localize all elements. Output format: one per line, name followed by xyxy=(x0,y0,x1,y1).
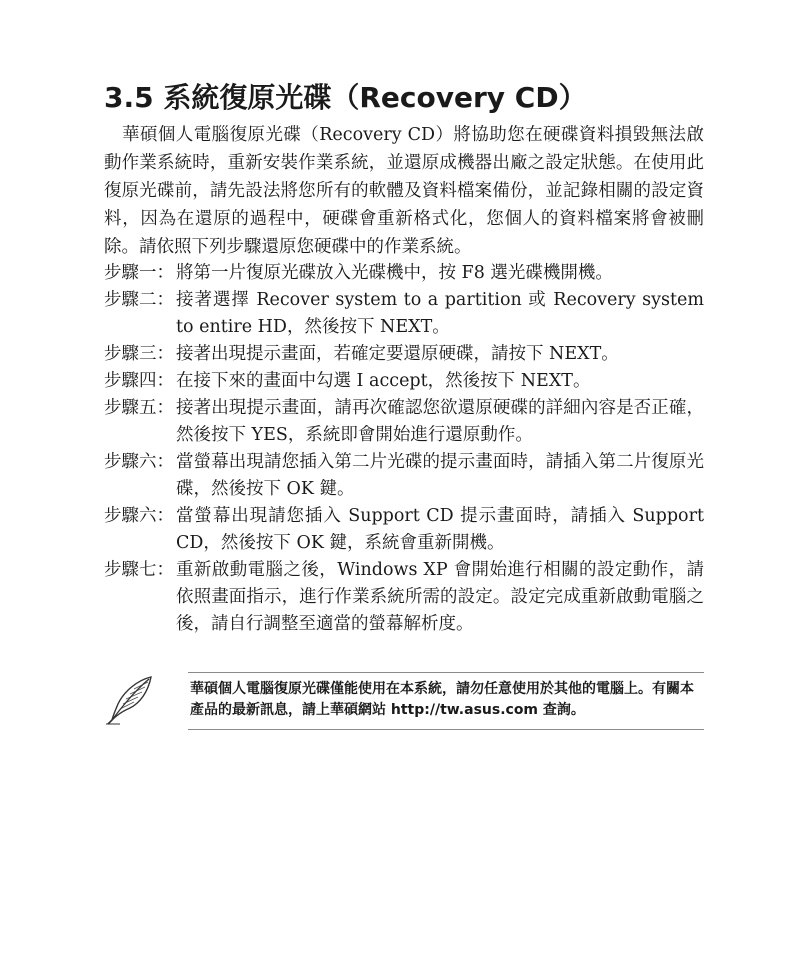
note-block xyxy=(104,672,704,732)
steps-list xyxy=(104,260,704,638)
note-text: 華碩個人電腦復原光碟僅能使用在本系統，請勿任意使用於其他的電腦上。有關本產品的最新訊息，請上華碩網站 http://tw.asus.com 查詢。 xyxy=(190,681,694,718)
step-item xyxy=(104,557,704,638)
step-text: 接著選擇 Recover system to a partition 或 Recovery system to entire HD，然後按下 NEXT。 xyxy=(176,290,704,337)
step-label: 步驟五： xyxy=(104,398,174,418)
step-label: 步驟六： xyxy=(104,452,174,472)
step-item xyxy=(104,395,704,449)
step-label: 步驟六： xyxy=(104,506,174,526)
step-label: 步驟三： xyxy=(104,344,174,364)
step-label: 步驟七： xyxy=(104,560,174,580)
step-label: 步驟四： xyxy=(104,371,174,391)
step-text: 當螢幕出現請您插入 Support CD 提示畫面時，請插入 Support CD，然後按下 OK 鍵，系統會重新開機。 xyxy=(176,506,704,553)
step-text: 重新啟動電腦之後，Windows XP 會開始進行相關的設定動作，請依照畫面指示，進行作業系統所需的設定。設定完成重新啟動電腦之後，請自行調整至適當的螢幕解析度。 xyxy=(176,560,704,634)
step-text: 接著出現提示畫面，若確定要還原硬碟，請按下 NEXT。 xyxy=(176,344,619,364)
step-item xyxy=(104,503,704,557)
step-item xyxy=(104,449,704,503)
step-label: 步驟一： xyxy=(104,263,174,283)
step-item xyxy=(104,287,704,341)
step-label: 步驟二： xyxy=(104,290,174,310)
note-box xyxy=(188,672,704,730)
step-item xyxy=(104,260,704,287)
quill-pen-icon xyxy=(104,674,156,726)
step-text: 在接下來的畫面中勾選 I accept，然後按下 NEXT。 xyxy=(176,371,591,391)
section-title: 3.5 系統復原光碟（Recovery CD） xyxy=(104,81,587,114)
step-item xyxy=(104,341,704,368)
step-item xyxy=(104,368,704,395)
step-text: 當螢幕出現請您插入第二片光碟的提示畫面時，請插入第二片復原光碟，然後按下 OK 鍵。 xyxy=(176,452,704,499)
step-text: 接著出現提示畫面，請再次確認您欲還原硬碟的詳細內容是否正確，然後按下 YES，系統即會開始進行還原動作。 xyxy=(176,398,704,445)
intro-paragraph: 華碩個人電腦復原光碟（Recovery CD）將協助您在硬碟資料損毀無法啟動作業系統時，重新安裝作業系統，並還原成機器出廠之設定狀態。在使用此復原光碟前，請先設法將您所有的軟體及資料檔案備份，並記錄相關的設定資料，因為在還原的過程中，硬碟會重新格式化，您個人的資料檔案將會被刪除。請依照下列步驟還原您硬碟中的作業系統。 xyxy=(104,125,704,257)
step-text: 將第一片復原光碟放入光碟機中，按 F8 選光碟機開機。 xyxy=(176,263,613,283)
